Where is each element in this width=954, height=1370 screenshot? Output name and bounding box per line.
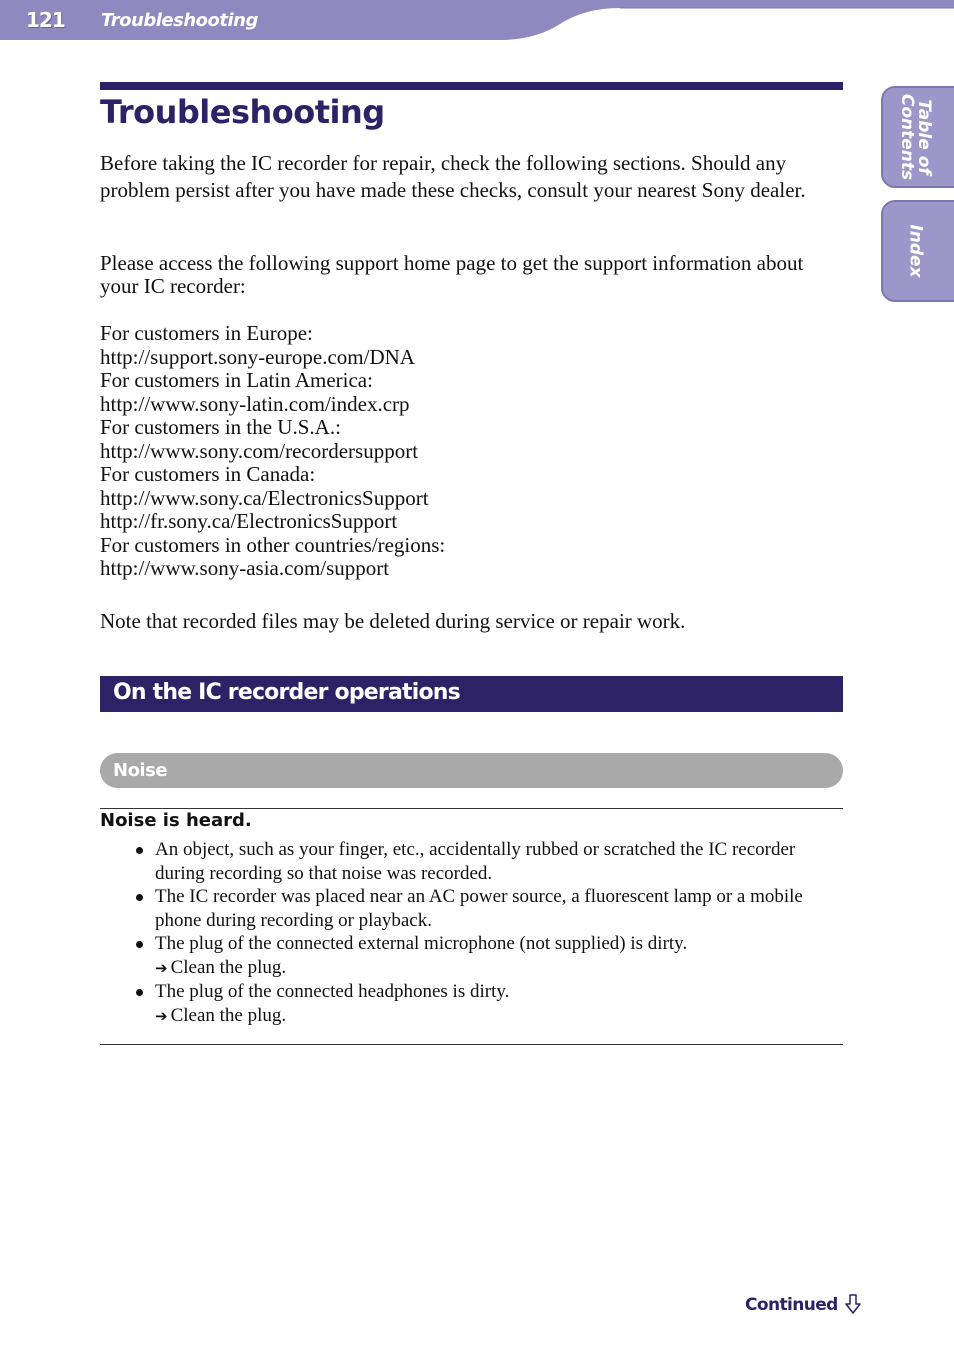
subsection-heading-bar xyxy=(100,753,843,788)
divider-top xyxy=(100,808,843,809)
cause-text: An object, such as your finger, etc., accidentally rubbed or scratched the IC recorder during recording so that noise was recorded. xyxy=(155,839,796,884)
support-link[interactable]: http://www.sony-latin.com/index.crp xyxy=(100,391,410,416)
remedy-text: Clean the plug. xyxy=(170,956,287,978)
arrow-right-icon: ➔ xyxy=(155,1006,168,1025)
title-rule xyxy=(100,82,843,90)
bullet-icon xyxy=(136,847,143,854)
bullet-icon xyxy=(136,894,143,901)
cause-text: The plug of the connected external microphone (not supplied) is dirty. xyxy=(155,933,688,954)
list-item xyxy=(100,932,845,980)
cause-text: The IC recorder was placed near an AC power source, a fluorescent lamp or a mobile phone during recording or playback. xyxy=(155,886,803,931)
section-heading-bar xyxy=(100,676,843,712)
causes-list xyxy=(100,838,845,1028)
support-link[interactable]: http://www.sony-asia.com/support xyxy=(100,556,390,580)
problem-heading: Noise is heard. xyxy=(100,810,252,831)
arrow-down-outline-icon xyxy=(845,1294,861,1314)
support-line: For customers in other countries/regions: xyxy=(100,532,446,557)
divider-bottom xyxy=(100,1044,843,1045)
remedy-line xyxy=(155,1004,845,1029)
support-link[interactable]: http://fr.sony.ca/ElectronicsSupport xyxy=(100,509,398,533)
support-intro-paragraph: Please access the following support home page to get the support information about your IC recorder: xyxy=(100,251,804,298)
table-of-contents-tab-label xyxy=(898,94,932,180)
bullet-icon xyxy=(136,989,143,996)
toc-label-line2: Contents xyxy=(897,93,917,181)
header-section-title: Troubleshooting xyxy=(101,10,258,31)
support-line: For customers in the U.S.A.: xyxy=(100,415,341,439)
remedy-text: Clean the plug. xyxy=(170,1004,287,1026)
support-link[interactable]: http://support.sony-europe.com/DNA xyxy=(100,344,415,369)
arrow-right-icon: ➔ xyxy=(155,958,168,977)
remedy-line xyxy=(155,956,845,981)
support-line: For customers in Europe: xyxy=(100,321,313,345)
index-tab-label: Index xyxy=(905,224,926,278)
bullet-icon xyxy=(136,941,143,948)
subsection-title: Noise xyxy=(113,760,168,781)
support-link[interactable]: http://www.sony.com/recordersupport xyxy=(100,438,419,463)
continued-label: Continued xyxy=(745,1295,838,1315)
note-paragraph: Note that recorded files may be deleted during service or repair work. xyxy=(100,609,686,633)
support-links-list xyxy=(100,322,445,581)
intro-paragraph: Before taking the IC recorder for repair, check the following sections. Should any problem persist after you have made these checks, consult your nearest Sony dealer. xyxy=(100,151,806,202)
support-line: For customers in Canada: xyxy=(100,462,316,486)
toc-label-line1: Table of xyxy=(914,99,934,175)
list-item xyxy=(100,838,845,885)
table-of-contents-tab[interactable] xyxy=(881,86,954,188)
page-title: Troubleshooting xyxy=(100,93,385,131)
page-number: 121 xyxy=(26,8,65,32)
section-title: On the IC recorder operations xyxy=(113,680,460,705)
list-item xyxy=(100,885,845,932)
index-tab[interactable] xyxy=(881,200,954,302)
support-line: For customers in Latin America: xyxy=(100,368,373,392)
list-item xyxy=(100,980,845,1028)
cause-text: The plug of the connected headphones is dirty. xyxy=(155,981,510,1002)
continued-link[interactable] xyxy=(745,1294,861,1315)
support-link[interactable]: http://www.sony.ca/ElectronicsSupport xyxy=(100,485,429,510)
